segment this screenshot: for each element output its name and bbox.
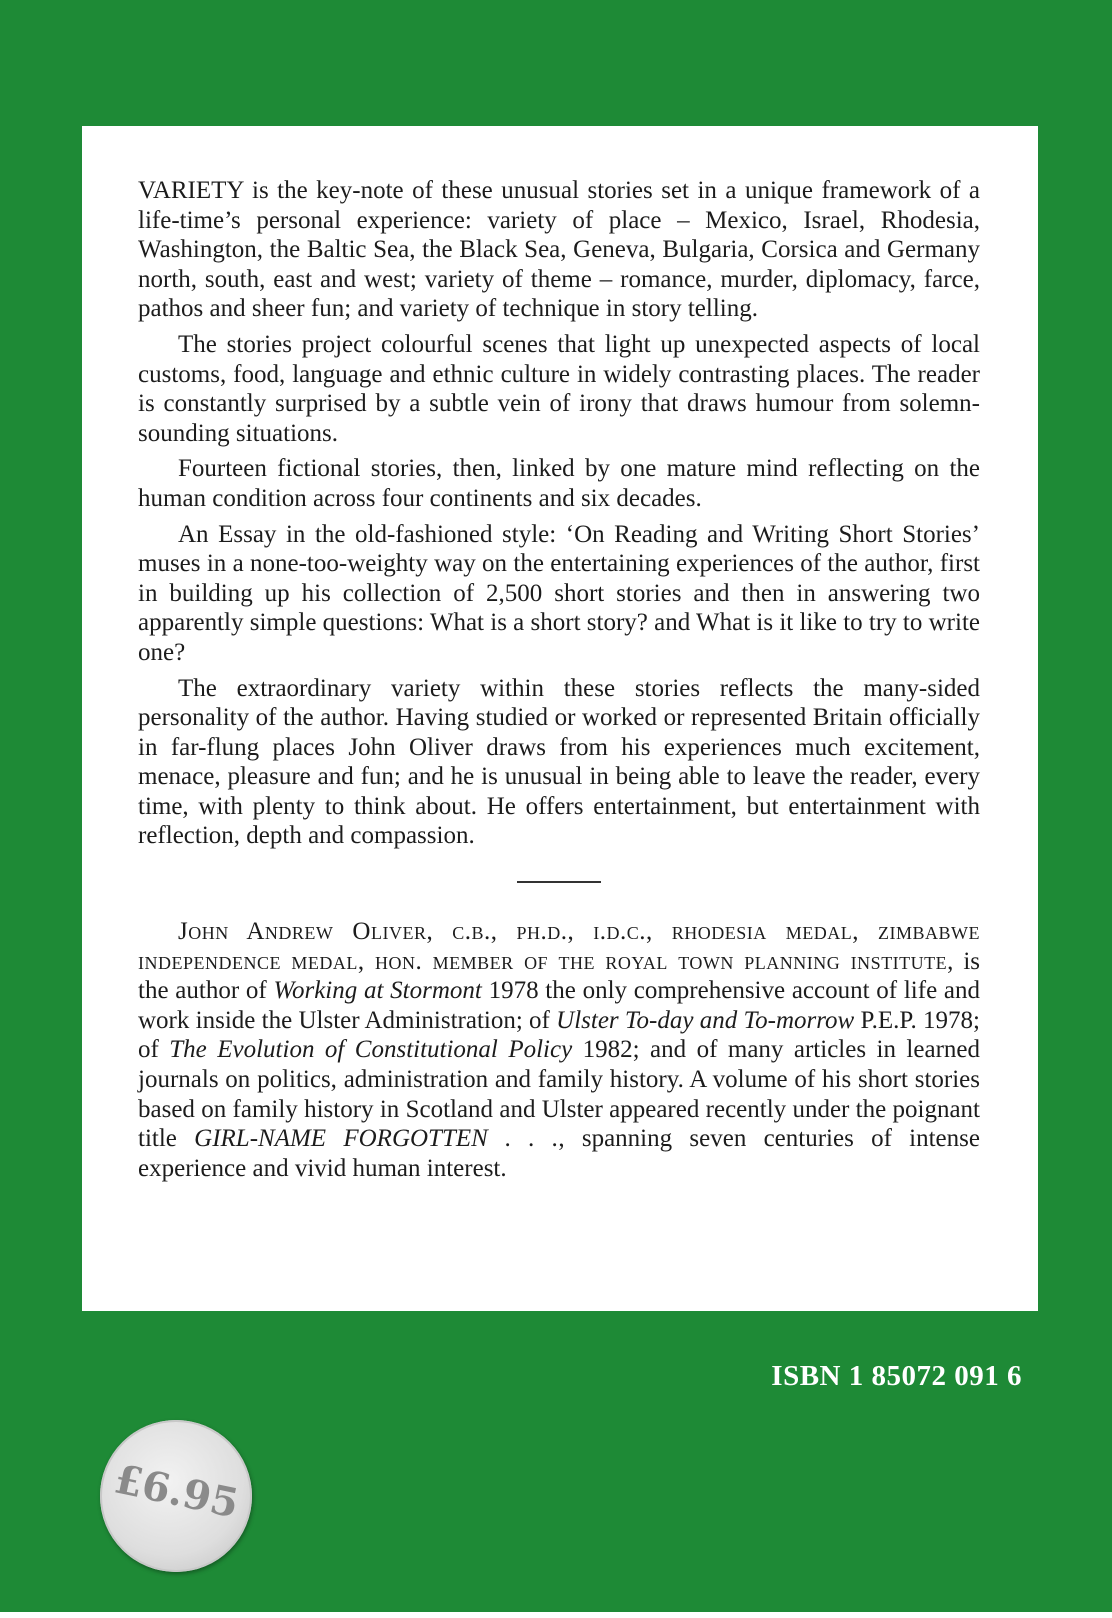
bio-text-1: , is the author of: [138, 947, 980, 1005]
author-name-credentials: John Andrew Oliver, c.b., ph.d., i.d.c., rhodesia medal, zimbabwe independence medal, hon. member of the royal town planning institute: [138, 918, 980, 975]
bio-work-2: Ulster To-day and To-morrow: [556, 1006, 855, 1034]
bio-work-3: The Evolution of Constitutional Policy: [169, 1036, 573, 1064]
bio-text-4: 1982; and of many articles in learned journals on politics, administration and family history. A volume of his short stories based on family history in Scotland and Ulster appeared recently under the poignant title: [138, 1036, 980, 1153]
bio-text-3: P.E.P. 1978; of: [138, 1006, 980, 1064]
bio-work-1: Working at Stormont: [273, 977, 482, 1005]
author-bio: [138, 917, 980, 1183]
blurb-paragraph-3: Fourteen fictional stories, then, linked by one mature mind reflecting on the human condition across four continents and six decades.: [138, 455, 980, 512]
blurb-paragraph-1: VARIETY is the key-note of these unusual stories set in a unique framework of a life-time’s personal experience: variety of place – Mexico, Israel, Rhodesia, Washington, the Baltic Sea, the Black Sea, Geneva, Bulgaria, Corsica and Germany north, south, east and west; variety of theme – romance, murder, diplomacy, farce, pathos and sheer fun; and variety of technique in story telling.: [138, 177, 980, 323]
blurb-paragraph-5: The extraordinary variety within these stories reflects the many-sided personality of the author. Having studied or worked or represented Britain officially in far-flung places John Oliver draws from his experiences much excitement, menace, pleasure and fun; and he is unusual in being able to leave the reader, every time, with plenty to think about. He offers entertainment, but entertainment with reflection, depth and compassion.: [138, 674, 980, 850]
blurb-panel: [82, 126, 1038, 1311]
blurb-paragraph-4: An Essay in the old-fashioned style: ‘On Reading and Writing Short Stories’ muses in a none-too-weighty way on the entertaining experiences of the author, first in building up his collection of 2,500 short stories and then in answering two apparently simple questions: What is a short story? and What is it like to try to write one?: [138, 520, 980, 666]
price-label: £6.95: [110, 1455, 243, 1528]
section-divider: [517, 881, 601, 883]
blurb-paragraph-2: The stories project colourful scenes that light up unexpected aspects of local customs, food, language and ethnic culture in widely contrasting places. The reader is constantly surprised by a subtle vein of irony that draws humour from solemn-sounding situations.: [138, 330, 980, 447]
bio-text-5: , spanning seven centuries of intense experience and vivid human interest.: [138, 1125, 980, 1182]
isbn-label: ISBN 1 85072 091 6: [771, 1360, 1022, 1392]
price-sticker: [100, 1420, 252, 1572]
bio-work-4: GIRL-NAME FORGOTTEN . . .: [194, 1125, 559, 1153]
bio-text-2: 1978 the only comprehensive account of life and work inside the Ulster Administration; of: [138, 977, 980, 1034]
